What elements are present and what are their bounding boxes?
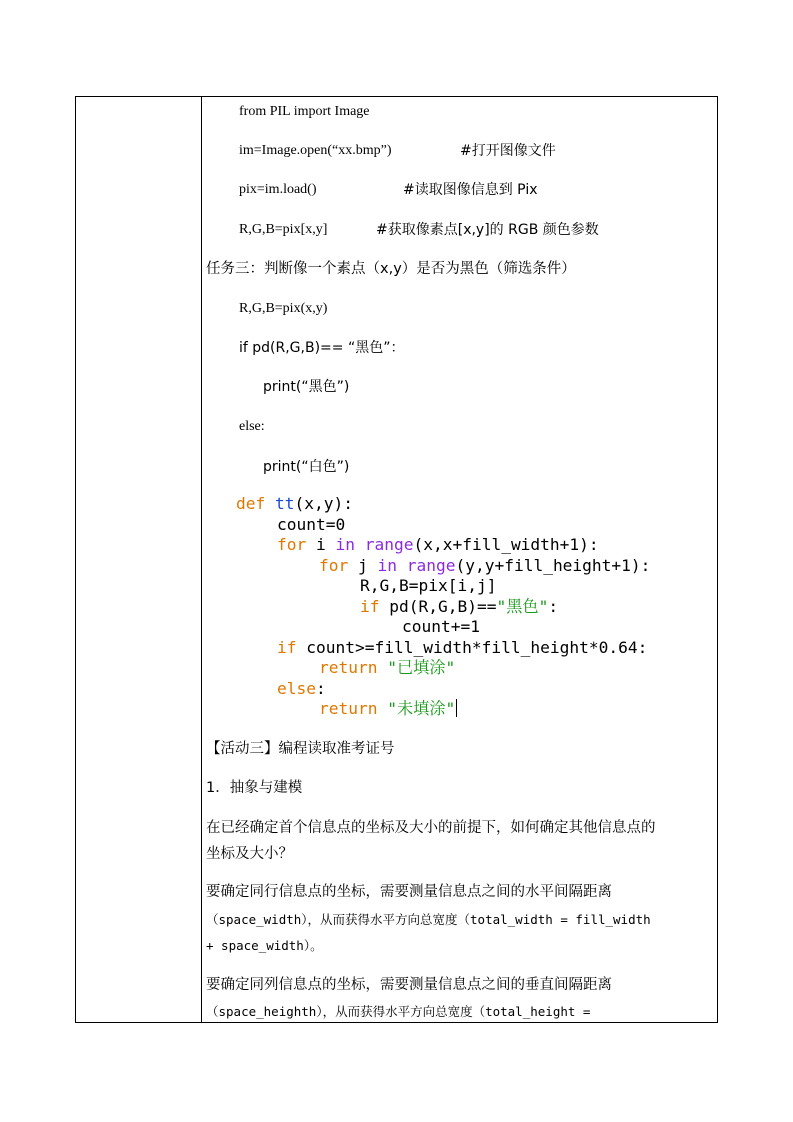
paragraph-2-line-3: + space_width）。	[206, 938, 323, 953]
table-content-cell	[76, 97, 717, 1022]
keyword: if	[277, 638, 297, 657]
code-block-line-11	[319, 699, 457, 719]
builtin: range	[364, 535, 414, 554]
keyword: return	[319, 699, 378, 718]
paragraph-2-line-2: （space_width），从而获得水平方向总宽度（total_width = fill_width	[206, 912, 651, 927]
string-literal: "已填涂"	[377, 658, 456, 677]
paragraph-1-line-2: 坐标及大小？	[206, 846, 293, 862]
code-text: count>=fill_width*fill_height*0.64:	[296, 638, 648, 657]
code-comment-open: #打开图像文件	[460, 143, 556, 159]
code-text	[397, 556, 407, 575]
code-line-open: im=Image.open(“xx.bmp”)	[239, 143, 392, 158]
paragraph-2-line-1: 要确定同行信息点的坐标，需要测量信息点之间的水平间隔距离	[206, 884, 612, 900]
code-block-line-5: R,G,B=pix[i,j]	[360, 576, 497, 595]
code-block-line-6	[360, 597, 558, 617]
task3-line-print-black: print(“黑色”)	[263, 379, 350, 395]
code-block-line-9	[319, 658, 455, 678]
keyword: return	[319, 658, 378, 677]
code-block-line-1	[236, 494, 353, 514]
task3-line-else: else:	[239, 419, 265, 434]
paragraph-3-line-1: 要确定同列信息点的坐标，需要测量信息点之间的垂直间隔距离	[206, 977, 612, 993]
activity3-heading: 【活动三】编程读取准考证号	[206, 741, 395, 757]
code-text: :	[315, 679, 326, 698]
code-text: j	[348, 556, 378, 575]
code-line-load: pix=im.load()	[239, 182, 317, 197]
text-cursor	[456, 699, 457, 717]
code-text: (y,y+fill_height+1):	[455, 556, 651, 575]
keyword: in	[377, 556, 397, 575]
keyword: if	[360, 597, 380, 616]
task3-line-if: if pd(R,G,B)== “黑色”：	[239, 340, 405, 356]
code-text: :	[548, 597, 559, 616]
code-text	[355, 535, 365, 554]
string-literal: "未填涂"	[377, 699, 456, 718]
code-text: pd(R,G,B)==	[379, 597, 497, 616]
keyword: in	[335, 535, 355, 554]
code-block-line-10	[277, 679, 326, 699]
paragraph-3-line-2: （space_heighth），从而获得水平方向总宽度（total_height =	[206, 1004, 591, 1019]
activity3-subheading: 1．抽象与建模	[206, 780, 303, 796]
code-text: i	[306, 535, 336, 554]
code-text: (x,y):	[294, 494, 353, 513]
function-name: tt	[275, 494, 295, 513]
code-line-import: from PIL import Image	[239, 104, 370, 119]
task3-line-print-white: print(“白色”)	[263, 459, 350, 475]
code-block-line-7: count+=1	[402, 617, 480, 636]
code-text: (x,x+fill_width+1):	[413, 535, 599, 554]
paragraph-1-line-1: 在已经确定首个信息点的坐标及大小的前提下，如何确定其他信息点的	[206, 820, 656, 836]
string-literal: "黑色"	[496, 597, 549, 616]
task3-line-rgb: R,G,B=pix(x,y)	[239, 301, 328, 316]
task3-heading: 任务三：判断像一个素点（x,y）是否为黑色（筛选条件）	[206, 261, 576, 277]
code-line-pix: R,G,B=pix[x,y]	[239, 222, 328, 237]
keyword: else	[277, 679, 316, 698]
builtin: range	[406, 556, 456, 575]
keyword: for	[319, 556, 349, 575]
lesson-table	[75, 96, 718, 1023]
code-block-line-2: count=0	[277, 515, 346, 534]
code-comment-pix: #获取像素点[x,y]的 RGB 颜色参数	[376, 222, 599, 238]
code-block-line-3	[277, 535, 599, 555]
code-comment-load: #读取图像信息到 Pix	[403, 182, 538, 198]
code-block-line-4	[319, 556, 650, 576]
keyword: for	[277, 535, 307, 554]
keyword: def	[236, 494, 266, 513]
code-block-line-8	[277, 638, 647, 658]
